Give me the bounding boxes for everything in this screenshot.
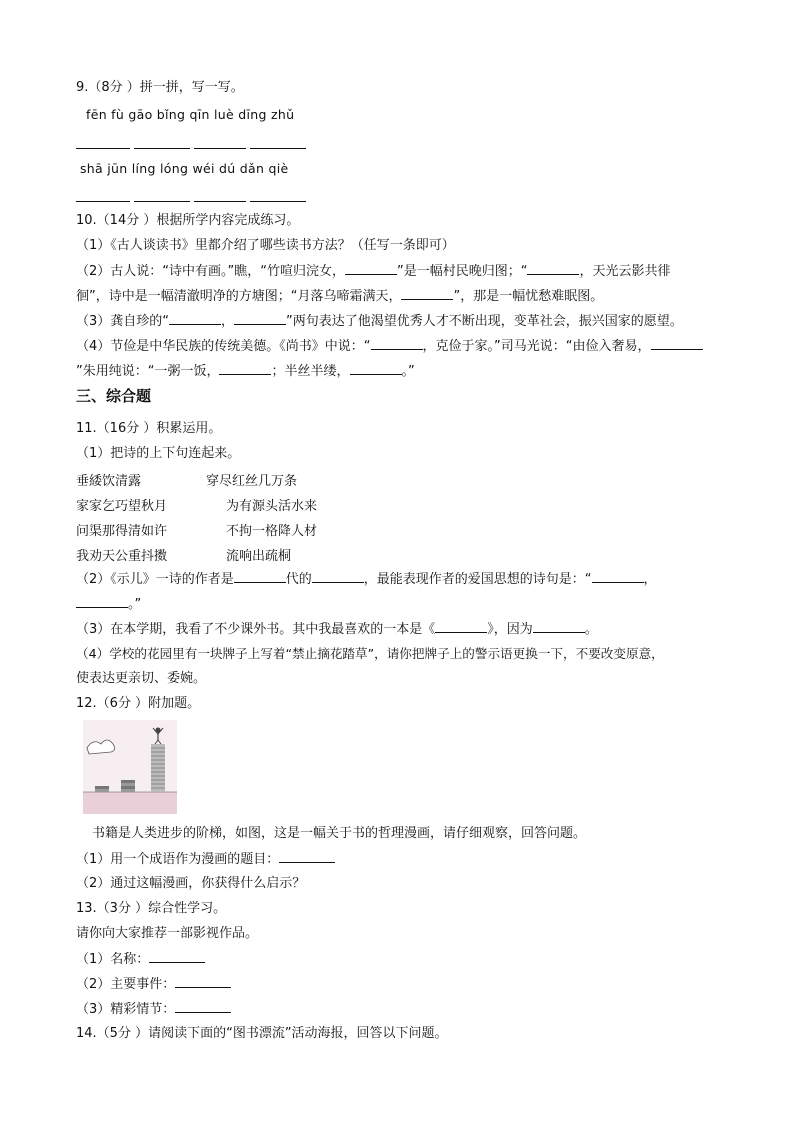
q10-item2-text-b: ”是一幅村民晚归图；“	[396, 264, 528, 279]
q13-item3-text: （3）精彩情节：	[76, 1002, 176, 1017]
q9-answer-line[interactable]	[250, 148, 306, 149]
q11-right-line[interactable]: 为有源头活水来	[226, 499, 318, 514]
q13-item3	[76, 1000, 231, 1019]
q13-header: 13.（3分 ）综合性学习。	[76, 901, 227, 916]
q10-item3	[76, 312, 683, 331]
q13-item2	[76, 975, 231, 994]
q11-item4-line1: （4）学校的花园里有一块牌子上写着“禁止摘花踏草”，请你把牌子上的警示语更换一下，不要改变原意，	[76, 646, 664, 661]
q11-item2-line2	[76, 595, 141, 614]
q13-item1	[76, 950, 205, 969]
q11-right-line[interactable]: 不拘一格降人材	[226, 524, 318, 539]
q11-item4-line2: 使表达更亲切、委婉。	[76, 671, 207, 686]
q10-item4-text-b: ，克俭于家。”司马光说：“由俭入奢易，	[422, 339, 651, 354]
blank-field[interactable]	[435, 620, 487, 633]
q10-item2-text-c: ，天光云影共徘	[579, 264, 671, 279]
q10-item2-text-d: 徊”，诗中是一幅清澈明净的方塘图；“月落乌啼霜满天，	[76, 289, 402, 304]
blank-field[interactable]	[371, 337, 423, 350]
q11-item3-text-b: 》，因为	[487, 622, 533, 637]
blank-field[interactable]	[345, 262, 397, 275]
q9-header: 9.（8分 ）拼一拼，写一写。	[76, 80, 244, 95]
q9-answer-line[interactable]	[76, 148, 130, 149]
q10-item3-text-a: （3）龚自珍的“	[76, 314, 170, 329]
q12-header: 12.（6分 ）附加题。	[76, 696, 201, 711]
q10-item4-text-d: ；半丝半缕，	[271, 364, 350, 379]
q11-left-line[interactable]: 家家乞巧望秋月	[76, 499, 168, 514]
blank-field[interactable]	[234, 312, 286, 325]
blank-field[interactable]	[76, 595, 128, 608]
q9-answer-line[interactable]	[134, 148, 190, 149]
q11-right-line[interactable]: 穿尽红丝几万条	[206, 474, 298, 489]
blank-field[interactable]	[533, 620, 585, 633]
q10-item4-text-c: ”朱用纯说：“一粥一饭，	[76, 364, 220, 379]
q11-item3-text-c: 。	[584, 622, 598, 637]
blank-field[interactable]	[651, 337, 703, 350]
blank-field[interactable]	[219, 362, 271, 375]
q10-item2-line1	[76, 262, 670, 281]
blank-field[interactable]	[401, 287, 453, 300]
blank-field[interactable]	[312, 570, 364, 583]
q10-item1: （1）《古人谈读书》里都介绍了哪些读书方法？（任写一条即可）	[76, 238, 455, 253]
blank-field[interactable]	[169, 312, 221, 325]
q13-intro: 请你向大家推荐一部影视作品。	[76, 926, 259, 941]
q9-answer-line[interactable]	[250, 201, 306, 202]
q11-item1: （1）把诗的上下句连起来。	[76, 446, 241, 461]
q10-item4-line1	[76, 337, 703, 356]
q9-pinyin-row2: shā jūn líng lóng wéi dú dǎn qiè	[80, 161, 289, 176]
blank-field[interactable]	[279, 850, 335, 863]
q11-item2-text-e: 。”	[128, 597, 142, 612]
q11-item2-text-b: 代的	[285, 572, 312, 587]
book-ladder-cartoon	[83, 720, 177, 814]
q12-intro: 书籍是人类进步的阶梯，如图，这是一幅关于书的哲理漫画，请仔细观察，回答问题。	[92, 826, 587, 841]
q9-answer-line[interactable]	[76, 201, 130, 202]
section-title: 三、综合题	[76, 387, 152, 405]
q11-item2-text-d: ，	[643, 572, 657, 587]
q9-pinyin-row1: fēn fù gāo bǐng qīn luè dīng zhǔ	[86, 107, 295, 122]
q13-item2-text: （2）主要事件：	[76, 977, 176, 992]
blank-field[interactable]	[592, 570, 644, 583]
q11-item2-text-c: ，最能表现作者的爱国思想的诗句是：“	[363, 572, 592, 587]
q9-answer-line[interactable]	[194, 201, 246, 202]
q13-item1-text: （1）名称：	[76, 952, 150, 967]
q10-item4-text-a: （4）节俭是中华民族的传统美德。《尚书》中说：“	[76, 339, 371, 354]
blank-field[interactable]	[527, 262, 579, 275]
q11-left-line[interactable]: 问渠那得清如许	[76, 524, 168, 539]
q11-right-line[interactable]: 流响出疏桐	[226, 549, 292, 564]
q10-item2-text-a: （2）古人说：“诗中有画。”瞧，“竹喧归浣女，	[76, 264, 345, 279]
q10-item3-text-b: ，	[221, 314, 235, 329]
q10-item3-text-c: ”两句表达了他渴望优秀人才不断出现，变革社会，振兴国家的愿望。	[286, 314, 683, 329]
blank-field[interactable]	[175, 975, 231, 988]
q12-item2: （2）通过这幅漫画，你获得什么启示？	[76, 876, 306, 891]
q12-item1-text: （1）用一个成语作为漫画的题目：	[76, 852, 280, 867]
q11-header: 11.（16分 ）积累运用。	[76, 421, 222, 436]
q12-item1	[76, 850, 335, 869]
q9-answer-line[interactable]	[194, 148, 246, 149]
q10-item4-line2	[76, 362, 415, 381]
q11-left-line[interactable]: 垂緌饮清露	[76, 474, 142, 489]
blank-field[interactable]	[175, 1000, 231, 1013]
q11-item2-line1	[76, 570, 657, 589]
blank-field[interactable]	[350, 362, 402, 375]
q14-header: 14.（5分 ）请阅读下面的“图书漂流”活动海报，回答以下问题。	[76, 1026, 448, 1041]
q9-answer-line[interactable]	[134, 201, 190, 202]
q11-left-line[interactable]: 我劝天公重抖擞	[76, 549, 168, 564]
q10-header: 10.（14分 ）根据所学内容完成练习。	[76, 213, 300, 228]
q10-item4-text-e: 。”	[401, 364, 415, 379]
q10-item2-text-e: ”，那是一幅忧愁难眠图。	[453, 289, 604, 304]
blank-field[interactable]	[234, 570, 286, 583]
q11-item3-text-a: （3）在本学期，我看了不少课外书。其中我最喜欢的一本是《	[76, 622, 436, 637]
q11-item2-text-a: （2）《示儿》一诗的作者是	[76, 572, 234, 587]
q10-item2-line2	[76, 287, 603, 306]
q11-item3	[76, 620, 598, 639]
blank-field[interactable]	[149, 950, 205, 963]
